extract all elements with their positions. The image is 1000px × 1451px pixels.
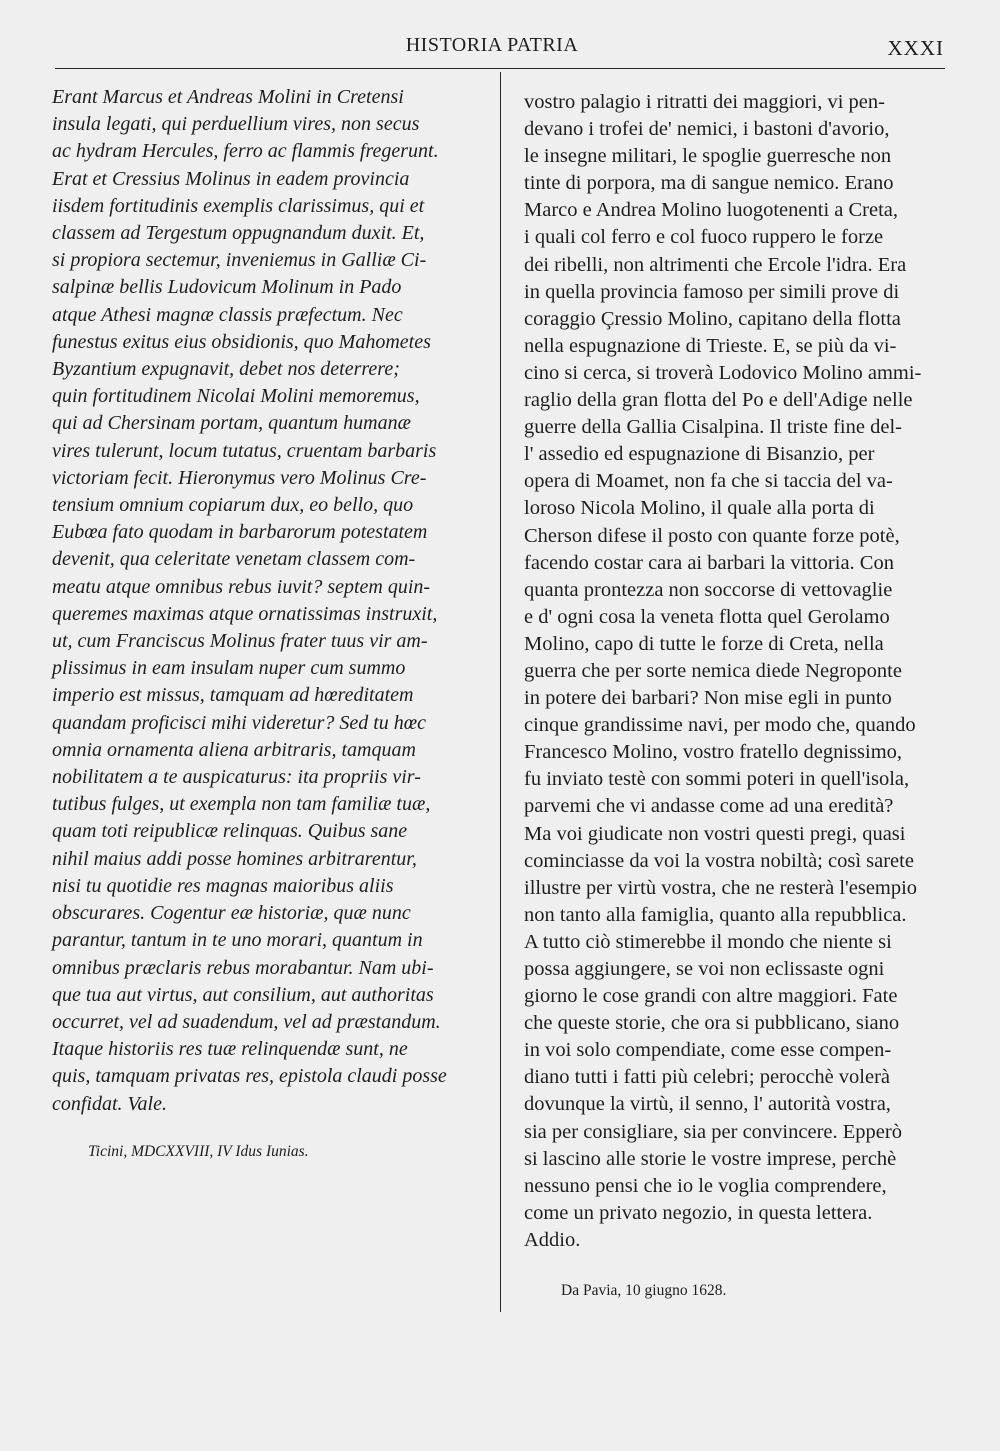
italian-text-line: Francesco Molino, vostro fratello degnissimo,: [524, 741, 903, 764]
italian-text-line: parvemi che vi andasse come ad una eredità?: [524, 795, 894, 818]
page-number: XXXI: [887, 36, 944, 60]
italian-text-line: cominciasse da voi la vostra nobiltà; così sarete: [524, 849, 914, 872]
latin-text-line: vires tulerunt, locum tutatus, cruentam barbaris: [52, 439, 437, 462]
latin-text-line: funestus exitus eius obsidionis, quo Mahometes: [52, 330, 431, 353]
latin-text-line: omnia ornamenta aliena arbitraris, tamquam: [52, 738, 416, 761]
latin-text-line: Erant Marcus et Andreas Molini in Cretensi: [52, 86, 404, 108]
italian-text-line: fu inviato testè con sommi poteri in quell'isola,: [524, 768, 910, 791]
italian-text-line: guerre della Gallia Cisalpina. Il triste fine del-: [524, 416, 902, 439]
italian-text-line: guerra che per sorte nemica diede Negroponte: [524, 659, 902, 682]
latin-text-line: nisi tu quotidie res magnas maioribus aliis: [52, 874, 394, 897]
italian-text-line: come un privato negozio, in questa lettera.: [524, 1201, 873, 1224]
italian-text-line: opera di Moamet, non fa che si taccia del va-: [524, 470, 893, 493]
latin-text-line: plissimus in eam insulam nuper cum summo: [52, 657, 406, 680]
latin-text-line: ut, cum Franciscus Molinus frater tuus vir am-: [52, 630, 428, 653]
latin-text-line: atque Athesi magnæ classis præfectum. Nec: [52, 303, 403, 326]
italian-text-line: l' assedio ed espugnazione di Bisanzio, per: [524, 443, 875, 466]
italian-text-line: in potere dei barbari? Non mise egli in punto: [524, 687, 892, 710]
latin-text-line: nobilitatem a te auspicaturus: ita propriis vir-: [52, 766, 421, 789]
latin-text-line: tutibus fulges, ut exempla non tam familiæ tuæ,: [52, 793, 431, 816]
latin-text-line: qui ad Chersinam portam, quantum humanæ: [52, 412, 411, 435]
latin-text-line: quis, tamquam privatas res, epistola claudi posse: [52, 1065, 447, 1088]
italian-text-line: non tanto alla famiglia, quanto alla repubblica.: [524, 903, 907, 926]
latin-text-line: parantur, tantum in te uno morari, quantum in: [52, 929, 423, 952]
latin-text-line: salpinæ bellis Ludovicum Molinum in Pado: [52, 276, 402, 299]
italian-text-line: Molino, capo di tutte le forze di Creta, nella: [524, 632, 884, 655]
italian-text-line: cinque grandissime navi, per modo che, quando: [524, 714, 916, 737]
italian-text-line: A tutto ciò stimerebbe il mondo che niente si: [524, 930, 892, 953]
italian-text-line: sia per consigliare, sia per convincere. Epperò: [524, 1120, 902, 1143]
latin-text-line: devenit, qua celeritate venetam classem com-: [52, 548, 416, 571]
latin-text-line: meatu atque omnibus rebus iuvit? septem quin-: [52, 575, 431, 598]
latin-text-line: Byzantium expugnavit, debet nos deterrere;: [52, 358, 400, 381]
latin-text-line: omnibus præclaris rebus morabantur. Nam ubi-: [52, 956, 434, 979]
italian-text-line: dovunque la virtù, il senno, l' autorità vostra,: [524, 1093, 891, 1116]
italian-text-line: coraggio Çressio Molino, capitano della flotta: [524, 307, 901, 330]
latin-column: [52, 84, 480, 1118]
italian-text-line: loroso Nicola Molino, il quale alla porta di: [524, 497, 875, 520]
italian-text-line: quanta prontezza non soccorse di vettovaglie: [524, 578, 893, 601]
latin-text-line: queremes maximas atque ornatissimas instruxit,: [52, 602, 438, 625]
italian-text-line: nessuno pensi che io le voglia comprendere,: [524, 1174, 887, 1197]
latin-text-line: tensium omnium copiarum dux, eo bello, quo: [52, 494, 414, 517]
latin-text-line: ac hydram Hercules, ferro ac flammis fregerunt.: [52, 140, 439, 163]
italian-text-line: che queste storie, che ora si pubblicano, siano: [524, 1012, 900, 1035]
italian-text-line: dei ribelli, non altrimenti che Ercole l'idra. Era: [524, 253, 907, 276]
latin-text-line: confidat. Vale.: [52, 1092, 167, 1115]
italian-text-line: cino si cerca, si troverà Lodovico Molino ammi-: [524, 361, 922, 384]
italian-text-line: Addio.: [524, 1228, 581, 1251]
italian-text-line: in voi solo compendiate, come esse compen-: [524, 1039, 892, 1062]
italian-text-line: in quella provincia famoso per simili prove di: [524, 280, 900, 303]
latin-text-line: Eubœa fato quodam in barbarorum potestatem: [52, 521, 428, 544]
column-divider: [500, 72, 501, 1312]
italian-text-line: Cherson difese il posto con quante forze potè,: [524, 524, 900, 547]
italian-text-line: diano tutti i fatti più celebri; perocchè volerà: [524, 1066, 891, 1089]
latin-text-line: quam toti reipublicæ relinquas. Quibus sane: [52, 820, 408, 843]
italian-text-line: facendo costar cara ai barbari la vittoria. Con: [524, 551, 894, 574]
latin-text-line: iisdem fortitudinis exemplis clarissimus, qui et: [52, 194, 425, 217]
latin-text-line: victoriam fecit. Hieronymus vero Molinus Cre-: [52, 466, 427, 489]
latin-text-line: classem ad Tergestum oppugnandum duxit. Et,: [52, 222, 425, 245]
italian-text-line: Marco e Andrea Molino luogotenenti a Creta,: [524, 199, 899, 222]
latin-signature: Ticini, MDCXXVIII, IV Idus Iunias.: [88, 1143, 309, 1160]
italian-text-line: le insegne militari, le spoglie guerresche non: [524, 145, 892, 168]
latin-text-line: obscurares. Cogentur eæ historiæ, quæ nunc: [52, 902, 411, 925]
italian-text-line: si lascino alle storie le vostre imprese, perchè: [524, 1147, 897, 1170]
header-rule: [55, 68, 945, 69]
running-head-title: HISTORIA PATRIA: [405, 34, 579, 56]
italian-text-line: i quali col ferro e col fuoco ruppero le forze: [524, 226, 884, 249]
italian-text-line: giorno le cose grandi con altre maggiori. Fate: [524, 985, 898, 1008]
italian-text-line: e d' ogni cosa la veneta flotta quel Gerolamo: [524, 605, 890, 628]
latin-text-line: insula legati, qui perduellium vires, non secus: [52, 113, 420, 136]
italian-text-line: possa aggiungere, se voi non eclissaste ogni: [524, 958, 885, 980]
italian-text-line: raglio della gran flotta del Po e dell'Adige nelle: [524, 389, 913, 412]
latin-text-line: Erat et Cressius Molinus in eadem provincia: [52, 167, 410, 190]
italian-column: [524, 89, 950, 1254]
italian-text-line: nella espugnazione di Trieste. E, se più da vi-: [524, 334, 897, 357]
latin-text-line: que tua aut virtus, aut consilium, aut authoritas: [52, 983, 434, 1006]
latin-text-line: Itaque historiis res tuæ relinquendæ sunt, ne: [52, 1038, 408, 1061]
latin-text-line: quandam proficisci mihi videretur? Sed tu hœc: [52, 711, 427, 734]
latin-text-line: imperio est missus, tamquam ad hœreditatem: [52, 684, 414, 707]
latin-text-line: quin fortitudinem Nicolai Molini memoremus,: [52, 385, 420, 408]
italian-text-line: vostro palagio i ritratti dei maggiori, vi pen-: [524, 91, 885, 113]
italian-text-line: devano i trofei de' nemici, i bastoni d'avorio,: [524, 118, 890, 141]
latin-text-line: si propiora sectemur, inveniemus in Galliæ Ci-: [52, 249, 427, 272]
italian-text-line: Ma voi giudicate non vostri questi pregi, quasi: [524, 822, 906, 845]
italian-text-line: illustre per virtù vostra, che ne resterà l'esempio: [524, 876, 918, 899]
latin-text-line: occurret, vel ad suadendum, vel ad præstandum.: [52, 1010, 441, 1033]
italian-signature: Da Pavia, 10 giugno 1628.: [561, 1282, 727, 1299]
italian-text-line: tinte di porpora, ma di sangue nemico. Erano: [524, 172, 894, 195]
latin-text-line: nihil maius addi posse homines arbitrarentur,: [52, 847, 417, 870]
